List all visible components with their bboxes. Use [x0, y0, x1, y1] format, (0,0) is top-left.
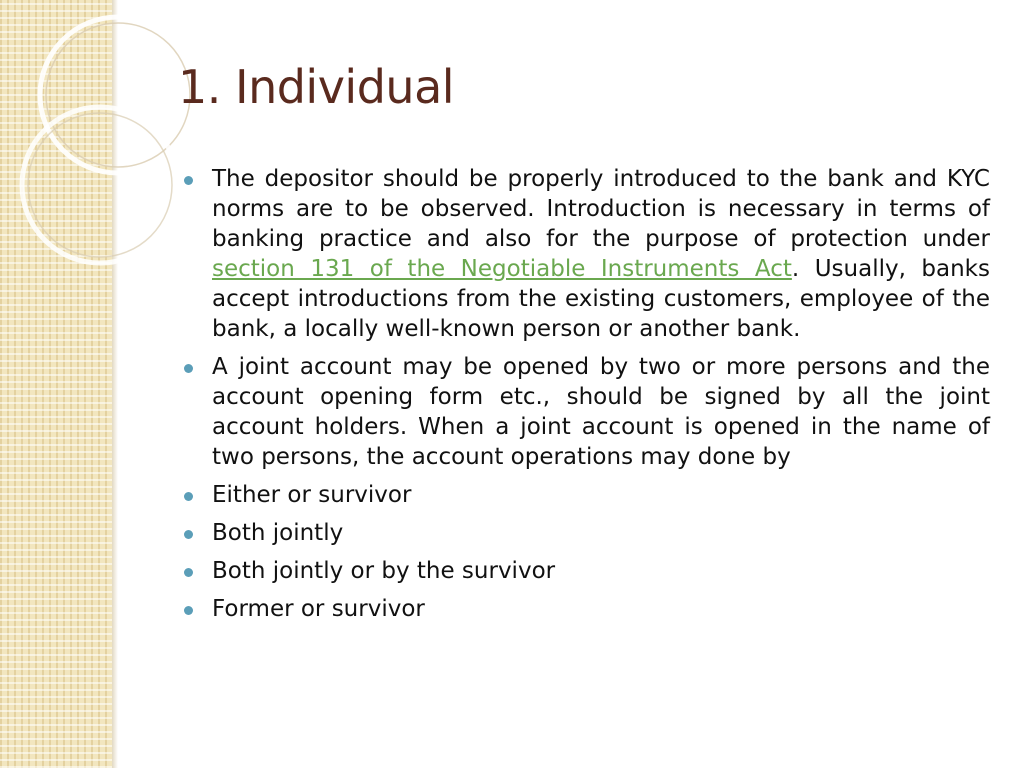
negotiable-instruments-act-link[interactable]: section 131 of the Negotiable Instruments Act	[212, 256, 792, 282]
bullet-dot-icon	[184, 568, 193, 577]
bullet-item	[184, 480, 990, 510]
bullet-item	[184, 164, 990, 344]
bullet-item	[184, 352, 990, 472]
bullet-item	[184, 518, 990, 548]
bullet-text: Former or survivor	[212, 596, 425, 622]
bullet-item	[184, 556, 990, 586]
decorative-rings-icon	[0, 0, 200, 300]
bullet-text: Both jointly	[212, 520, 344, 546]
bullet-dot-icon	[184, 530, 193, 539]
slide-title: 1. Individual	[178, 60, 455, 114]
bullet-text: Either or survivor	[212, 482, 412, 508]
bullet-text: . Usually, banks accept introductions from the existing customers, employee of the bank, a locally well-known person or another bank.	[212, 256, 990, 342]
bullet-text: Both jointly or by the survivor	[212, 558, 556, 584]
bullet-dot-icon	[184, 176, 193, 185]
bullet-list	[184, 164, 990, 632]
bullet-dot-icon	[184, 492, 193, 501]
bullet-dot-icon	[184, 364, 193, 373]
bullet-text: The depositor should be properly introduced to the bank and KYC norms are to be observed. Introduction is necessary in terms of banking practice and also for the purpose of protection under	[212, 166, 990, 252]
bullet-text: A joint account may be opened by two or more persons and the account opening form etc., should be signed by all the joint account holders. When a joint account is opened in the name of two persons, the account operations may done by	[212, 354, 990, 470]
bullet-dot-icon	[184, 606, 193, 615]
bullet-item	[184, 594, 990, 624]
